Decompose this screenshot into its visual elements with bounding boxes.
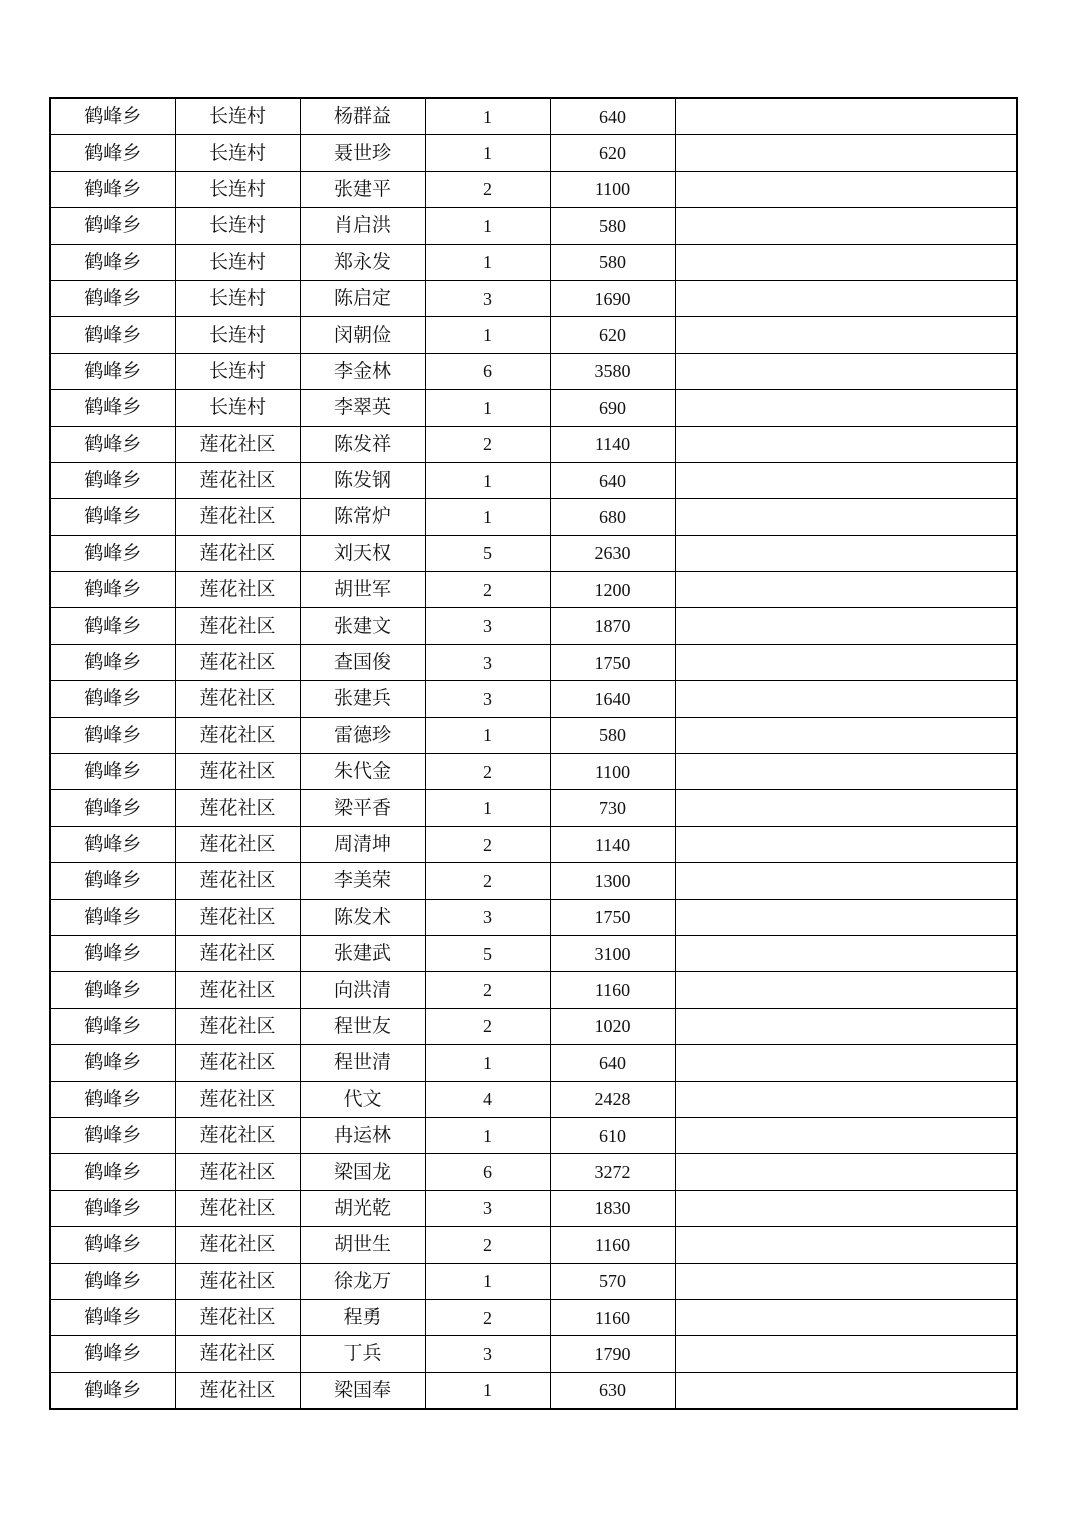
table-row xyxy=(50,1045,1017,1081)
cell-amount: 1160 xyxy=(550,1299,675,1335)
cell-note xyxy=(675,717,1017,753)
cell-count: 2 xyxy=(425,972,550,1008)
cell-name: 陈发钢 xyxy=(300,462,425,498)
cell-note xyxy=(675,826,1017,862)
cell-town: 鹤峰乡 xyxy=(50,280,175,316)
cell-town: 鹤峰乡 xyxy=(50,390,175,426)
cell-count: 1 xyxy=(425,317,550,353)
cell-note xyxy=(675,572,1017,608)
table-row xyxy=(50,1336,1017,1372)
table-body xyxy=(50,98,1017,1409)
cell-village: 莲花社区 xyxy=(175,717,300,753)
cell-name: 张建兵 xyxy=(300,681,425,717)
cell-count: 1 xyxy=(425,244,550,280)
cell-town: 鹤峰乡 xyxy=(50,1117,175,1153)
table-row xyxy=(50,644,1017,680)
cell-name: 徐龙万 xyxy=(300,1263,425,1299)
cell-name: 张建文 xyxy=(300,608,425,644)
table-row xyxy=(50,1190,1017,1226)
cell-town: 鹤峰乡 xyxy=(50,826,175,862)
cell-village: 莲花社区 xyxy=(175,935,300,971)
cell-name: 朱代金 xyxy=(300,754,425,790)
table-row xyxy=(50,754,1017,790)
cell-note xyxy=(675,1045,1017,1081)
table-row xyxy=(50,572,1017,608)
cell-count: 2 xyxy=(425,1008,550,1044)
cell-note xyxy=(675,1081,1017,1117)
cell-name: 肖启洪 xyxy=(300,208,425,244)
cell-town: 鹤峰乡 xyxy=(50,353,175,389)
cell-village: 莲花社区 xyxy=(175,899,300,935)
table-row xyxy=(50,171,1017,207)
cell-note xyxy=(675,1227,1017,1263)
cell-village: 莲花社区 xyxy=(175,572,300,608)
cell-town: 鹤峰乡 xyxy=(50,98,175,135)
cell-town: 鹤峰乡 xyxy=(50,135,175,171)
cell-town: 鹤峰乡 xyxy=(50,608,175,644)
cell-town: 鹤峰乡 xyxy=(50,1045,175,1081)
table-row xyxy=(50,390,1017,426)
cell-name: 查国俊 xyxy=(300,644,425,680)
cell-amount: 1750 xyxy=(550,644,675,680)
cell-count: 3 xyxy=(425,608,550,644)
cell-town: 鹤峰乡 xyxy=(50,790,175,826)
table-row xyxy=(50,1008,1017,1044)
cell-name: 陈发祥 xyxy=(300,426,425,462)
cell-note xyxy=(675,1336,1017,1372)
table-row xyxy=(50,863,1017,899)
cell-name: 梁平香 xyxy=(300,790,425,826)
cell-village: 长连村 xyxy=(175,244,300,280)
cell-count: 6 xyxy=(425,1154,550,1190)
cell-count: 3 xyxy=(425,1190,550,1226)
cell-amount: 1200 xyxy=(550,572,675,608)
cell-town: 鹤峰乡 xyxy=(50,535,175,571)
cell-village: 莲花社区 xyxy=(175,681,300,717)
cell-town: 鹤峰乡 xyxy=(50,1008,175,1044)
cell-village: 莲花社区 xyxy=(175,1154,300,1190)
cell-note xyxy=(675,171,1017,207)
cell-town: 鹤峰乡 xyxy=(50,171,175,207)
cell-count: 3 xyxy=(425,1336,550,1372)
cell-note xyxy=(675,1008,1017,1044)
cell-name: 梁国龙 xyxy=(300,1154,425,1190)
cell-note xyxy=(675,208,1017,244)
cell-amount: 2428 xyxy=(550,1081,675,1117)
cell-count: 3 xyxy=(425,899,550,935)
cell-name: 程勇 xyxy=(300,1299,425,1335)
cell-note xyxy=(675,135,1017,171)
cell-town: 鹤峰乡 xyxy=(50,208,175,244)
cell-village: 莲花社区 xyxy=(175,1372,300,1409)
table-row xyxy=(50,208,1017,244)
cell-amount: 1640 xyxy=(550,681,675,717)
cell-note xyxy=(675,1190,1017,1226)
cell-name: 胡光乾 xyxy=(300,1190,425,1226)
cell-note xyxy=(675,644,1017,680)
cell-name: 冉运林 xyxy=(300,1117,425,1153)
cell-count: 3 xyxy=(425,681,550,717)
cell-count: 2 xyxy=(425,1299,550,1335)
cell-count: 1 xyxy=(425,1117,550,1153)
cell-village: 长连村 xyxy=(175,390,300,426)
table-row xyxy=(50,717,1017,753)
cell-amount: 1830 xyxy=(550,1190,675,1226)
cell-town: 鹤峰乡 xyxy=(50,935,175,971)
cell-town: 鹤峰乡 xyxy=(50,863,175,899)
cell-amount: 1100 xyxy=(550,754,675,790)
cell-name: 代文 xyxy=(300,1081,425,1117)
cell-note xyxy=(675,317,1017,353)
cell-town: 鹤峰乡 xyxy=(50,717,175,753)
cell-note xyxy=(675,1372,1017,1409)
table-row xyxy=(50,98,1017,135)
cell-note xyxy=(675,499,1017,535)
cell-amount: 610 xyxy=(550,1117,675,1153)
cell-name: 陈常炉 xyxy=(300,499,425,535)
cell-count: 1 xyxy=(425,1263,550,1299)
cell-count: 2 xyxy=(425,1227,550,1263)
cell-amount: 1300 xyxy=(550,863,675,899)
table-row xyxy=(50,681,1017,717)
cell-town: 鹤峰乡 xyxy=(50,1372,175,1409)
cell-amount: 1020 xyxy=(550,1008,675,1044)
cell-note xyxy=(675,462,1017,498)
cell-amount: 1100 xyxy=(550,171,675,207)
cell-amount: 620 xyxy=(550,135,675,171)
cell-count: 2 xyxy=(425,426,550,462)
cell-count: 1 xyxy=(425,717,550,753)
cell-note xyxy=(675,1263,1017,1299)
cell-amount: 1750 xyxy=(550,899,675,935)
cell-village: 莲花社区 xyxy=(175,1190,300,1226)
cell-name: 梁国奉 xyxy=(300,1372,425,1409)
cell-name: 张建武 xyxy=(300,935,425,971)
cell-name: 周清坤 xyxy=(300,826,425,862)
cell-village: 莲花社区 xyxy=(175,1263,300,1299)
cell-town: 鹤峰乡 xyxy=(50,317,175,353)
cell-count: 1 xyxy=(425,390,550,426)
cell-note xyxy=(675,935,1017,971)
cell-amount: 1160 xyxy=(550,972,675,1008)
cell-count: 4 xyxy=(425,1081,550,1117)
cell-name: 杨群益 xyxy=(300,98,425,135)
table-row xyxy=(50,244,1017,280)
cell-town: 鹤峰乡 xyxy=(50,754,175,790)
cell-note xyxy=(675,353,1017,389)
cell-town: 鹤峰乡 xyxy=(50,1263,175,1299)
cell-note xyxy=(675,1154,1017,1190)
cell-village: 莲花社区 xyxy=(175,790,300,826)
cell-village: 莲花社区 xyxy=(175,608,300,644)
cell-village: 莲花社区 xyxy=(175,1299,300,1335)
cell-village: 莲花社区 xyxy=(175,426,300,462)
cell-town: 鹤峰乡 xyxy=(50,1299,175,1335)
cell-count: 1 xyxy=(425,1045,550,1081)
cell-village: 莲花社区 xyxy=(175,1227,300,1263)
cell-amount: 3272 xyxy=(550,1154,675,1190)
cell-note xyxy=(675,98,1017,135)
cell-amount: 640 xyxy=(550,1045,675,1081)
table-row xyxy=(50,1117,1017,1153)
cell-count: 1 xyxy=(425,135,550,171)
cell-name: 李翠英 xyxy=(300,390,425,426)
cell-town: 鹤峰乡 xyxy=(50,1336,175,1372)
cell-village: 长连村 xyxy=(175,171,300,207)
cell-note xyxy=(675,863,1017,899)
cell-village: 莲花社区 xyxy=(175,499,300,535)
cell-name: 张建平 xyxy=(300,171,425,207)
table-row xyxy=(50,790,1017,826)
table-row xyxy=(50,1372,1017,1409)
cell-note xyxy=(675,681,1017,717)
cell-town: 鹤峰乡 xyxy=(50,1227,175,1263)
cell-town: 鹤峰乡 xyxy=(50,1190,175,1226)
cell-count: 5 xyxy=(425,535,550,571)
table-row xyxy=(50,826,1017,862)
cell-amount: 690 xyxy=(550,390,675,426)
cell-village: 莲花社区 xyxy=(175,826,300,862)
cell-town: 鹤峰乡 xyxy=(50,462,175,498)
table-row xyxy=(50,935,1017,971)
cell-count: 2 xyxy=(425,572,550,608)
cell-town: 鹤峰乡 xyxy=(50,1154,175,1190)
cell-amount: 640 xyxy=(550,462,675,498)
cell-amount: 2630 xyxy=(550,535,675,571)
cell-town: 鹤峰乡 xyxy=(50,572,175,608)
cell-village: 莲花社区 xyxy=(175,1117,300,1153)
table-row xyxy=(50,1081,1017,1117)
cell-village: 莲花社区 xyxy=(175,462,300,498)
table-row xyxy=(50,1299,1017,1335)
cell-name: 李金林 xyxy=(300,353,425,389)
cell-village: 长连村 xyxy=(175,98,300,135)
cell-name: 陈启定 xyxy=(300,280,425,316)
cell-note xyxy=(675,1117,1017,1153)
cell-name: 丁兵 xyxy=(300,1336,425,1372)
cell-amount: 1140 xyxy=(550,426,675,462)
table-row xyxy=(50,280,1017,316)
cell-count: 2 xyxy=(425,826,550,862)
cell-amount: 640 xyxy=(550,98,675,135)
cell-village: 莲花社区 xyxy=(175,535,300,571)
cell-amount: 1160 xyxy=(550,1227,675,1263)
cell-village: 莲花社区 xyxy=(175,1336,300,1372)
cell-village: 莲花社区 xyxy=(175,1008,300,1044)
cell-village: 莲花社区 xyxy=(175,972,300,1008)
cell-note xyxy=(675,899,1017,935)
cell-count: 1 xyxy=(425,462,550,498)
cell-town: 鹤峰乡 xyxy=(50,972,175,1008)
cell-note xyxy=(675,790,1017,826)
cell-amount: 3580 xyxy=(550,353,675,389)
table-row xyxy=(50,499,1017,535)
cell-count: 5 xyxy=(425,935,550,971)
table-row xyxy=(50,353,1017,389)
cell-amount: 630 xyxy=(550,1372,675,1409)
table-row xyxy=(50,135,1017,171)
cell-amount: 620 xyxy=(550,317,675,353)
cell-amount: 1790 xyxy=(550,1336,675,1372)
cell-town: 鹤峰乡 xyxy=(50,681,175,717)
table-row xyxy=(50,426,1017,462)
cell-amount: 580 xyxy=(550,717,675,753)
cell-village: 莲花社区 xyxy=(175,1081,300,1117)
cell-count: 1 xyxy=(425,790,550,826)
cell-amount: 730 xyxy=(550,790,675,826)
cell-note xyxy=(675,1299,1017,1335)
cell-amount: 1690 xyxy=(550,280,675,316)
cell-village: 长连村 xyxy=(175,280,300,316)
cell-note xyxy=(675,535,1017,571)
cell-note xyxy=(675,244,1017,280)
cell-village: 莲花社区 xyxy=(175,644,300,680)
cell-village: 长连村 xyxy=(175,208,300,244)
cell-name: 程世友 xyxy=(300,1008,425,1044)
cell-name: 陈发术 xyxy=(300,899,425,935)
cell-town: 鹤峰乡 xyxy=(50,426,175,462)
cell-count: 2 xyxy=(425,171,550,207)
cell-name: 胡世军 xyxy=(300,572,425,608)
table-row xyxy=(50,1227,1017,1263)
cell-name: 胡世生 xyxy=(300,1227,425,1263)
cell-amount: 580 xyxy=(550,208,675,244)
cell-village: 长连村 xyxy=(175,135,300,171)
cell-count: 3 xyxy=(425,644,550,680)
cell-village: 莲花社区 xyxy=(175,863,300,899)
table-row xyxy=(50,462,1017,498)
table-row xyxy=(50,1154,1017,1190)
cell-name: 聂世珍 xyxy=(300,135,425,171)
table-row xyxy=(50,899,1017,935)
cell-count: 1 xyxy=(425,98,550,135)
cell-name: 雷德珍 xyxy=(300,717,425,753)
cell-count: 2 xyxy=(425,754,550,790)
cell-count: 3 xyxy=(425,280,550,316)
cell-name: 郑永发 xyxy=(300,244,425,280)
cell-note xyxy=(675,972,1017,1008)
cell-village: 长连村 xyxy=(175,353,300,389)
cell-count: 1 xyxy=(425,1372,550,1409)
cell-name: 向洪清 xyxy=(300,972,425,1008)
cell-count: 2 xyxy=(425,863,550,899)
cell-name: 程世清 xyxy=(300,1045,425,1081)
cell-count: 1 xyxy=(425,208,550,244)
cell-name: 刘天权 xyxy=(300,535,425,571)
cell-count: 1 xyxy=(425,499,550,535)
cell-note xyxy=(675,608,1017,644)
cell-note xyxy=(675,426,1017,462)
cell-count: 6 xyxy=(425,353,550,389)
table-row xyxy=(50,608,1017,644)
table-row xyxy=(50,1263,1017,1299)
cell-amount: 580 xyxy=(550,244,675,280)
table-row xyxy=(50,317,1017,353)
cell-village: 长连村 xyxy=(175,317,300,353)
cell-name: 闵朝俭 xyxy=(300,317,425,353)
cell-town: 鹤峰乡 xyxy=(50,899,175,935)
cell-note xyxy=(675,280,1017,316)
table-row xyxy=(50,972,1017,1008)
subsidy-table xyxy=(49,97,1018,1410)
cell-amount: 680 xyxy=(550,499,675,535)
cell-town: 鹤峰乡 xyxy=(50,644,175,680)
cell-town: 鹤峰乡 xyxy=(50,499,175,535)
cell-amount: 1870 xyxy=(550,608,675,644)
cell-amount: 570 xyxy=(550,1263,675,1299)
cell-note xyxy=(675,754,1017,790)
cell-town: 鹤峰乡 xyxy=(50,1081,175,1117)
cell-village: 莲花社区 xyxy=(175,1045,300,1081)
cell-village: 莲花社区 xyxy=(175,754,300,790)
table-row xyxy=(50,535,1017,571)
cell-amount: 1140 xyxy=(550,826,675,862)
cell-note xyxy=(675,390,1017,426)
cell-amount: 3100 xyxy=(550,935,675,971)
cell-name: 李美荣 xyxy=(300,863,425,899)
cell-town: 鹤峰乡 xyxy=(50,244,175,280)
